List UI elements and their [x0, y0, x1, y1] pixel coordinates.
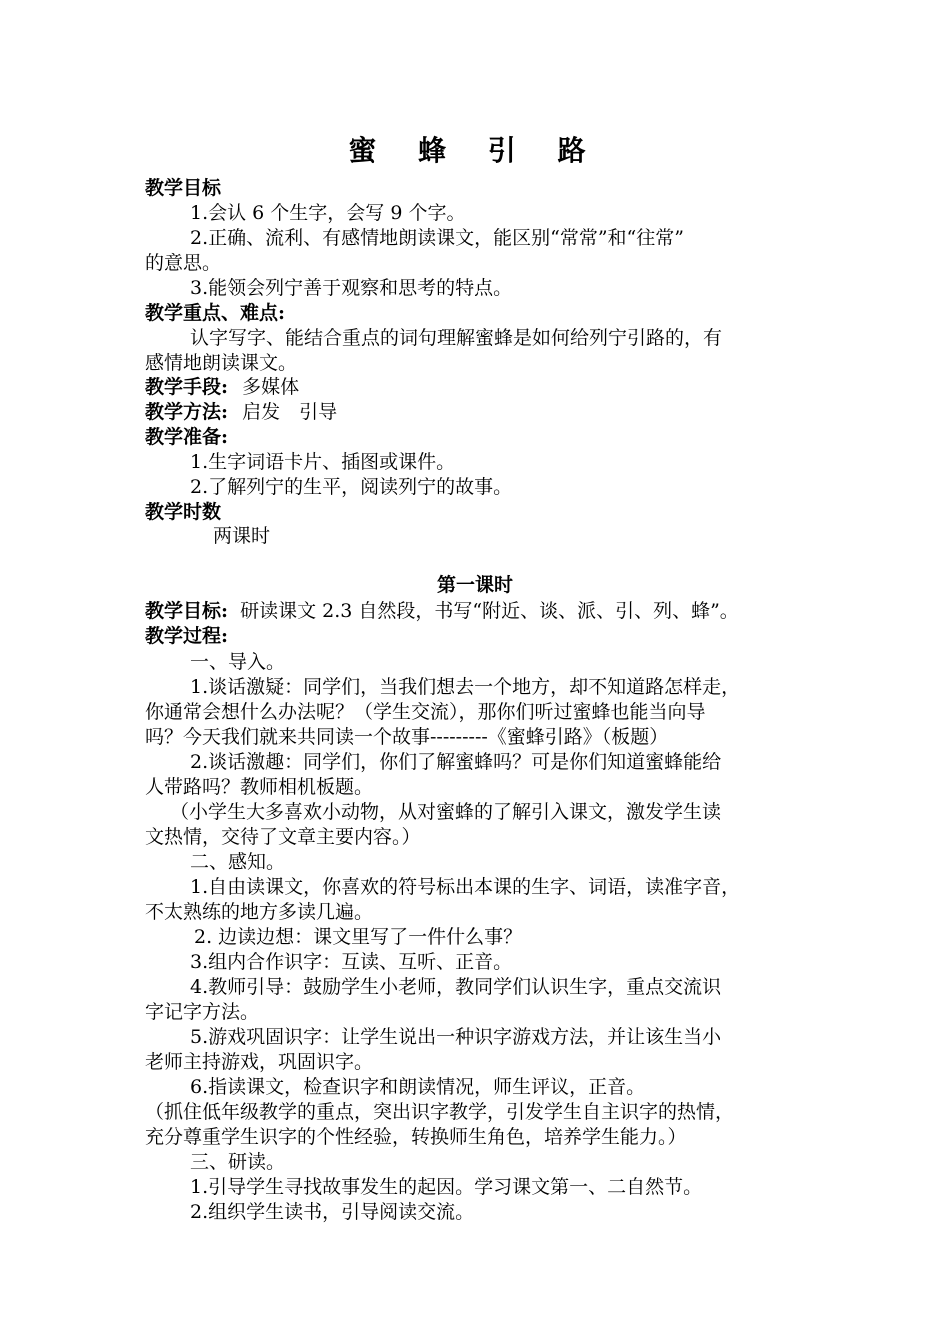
intro-item-2-cont: 人带路吗？教师相机板题。 [145, 776, 374, 798]
step-heading-perception: 二、感知。 [190, 851, 286, 873]
lesson-one-heading: 第一课时 [436, 574, 513, 596]
study-item-2: 2.组织学生读书，引导阅读交流。 [190, 1201, 475, 1223]
lesson-one-objective-text: 研读课文 2.3 自然段，书写“附近、谈、派、引、列、蜂”。 [240, 600, 739, 622]
teaching-means-value: 多媒体 [242, 376, 300, 398]
teaching-hours-value: 两课时 [213, 525, 271, 547]
perception-item-5-cont: 老师主持游戏，巩固识字。 [145, 1051, 374, 1073]
perception-note-cont: 充分尊重学生识字的个性经验，转换师生角色，培养学生能力。） [145, 1126, 687, 1148]
teaching-method-value: 启发 引导 [242, 401, 338, 423]
perception-item-1-cont: 不太熟练的地方多读几遍。 [145, 901, 374, 923]
intro-item-1-cont-2: 吗？今天我们就来共同读一个故事---------《蜜蜂引路》（板题） [145, 726, 669, 748]
objective-item-3: 3.能领会列宁善于观察和思考的特点。 [190, 277, 513, 299]
perception-item-3: 3.组内合作识字：互读、互听、正音。 [190, 951, 513, 973]
objective-item-2: 2.正确、流利、有感情地朗读课文，能区别“常常”和“往常” [190, 227, 684, 249]
teaching-means-row [145, 375, 299, 399]
perception-item-5: 5.游戏巩固识字：让学生说出一种识字游戏方法，并让该生当小 [190, 1026, 722, 1048]
preparation-item-2: 2.了解列宁的生平，阅读列宁的故事。 [190, 476, 513, 498]
preparation-item-1: 1.生字词语卡片、插图或课件。 [190, 451, 456, 473]
perception-item-6: 6.指读课文，检查识字和朗读情况，师生评议，正音。 [190, 1076, 646, 1098]
key-points-text-cont: 感情地朗读课文。 [145, 352, 298, 374]
section-heading-key-points: 教学重点、难点: [145, 302, 286, 324]
lesson-one-objective-label: 教学目标: [145, 600, 229, 622]
teaching-method-row [145, 400, 337, 424]
section-heading-preparation: 教学准备: [145, 426, 229, 448]
perception-item-2: 2. 边读边想：课文里写了一件什么事？ [194, 926, 523, 948]
step-heading-study: 三、研读。 [190, 1151, 286, 1173]
section-heading-process: 教学过程: [145, 625, 229, 647]
section-heading-means: 教学手段: [145, 376, 229, 398]
intro-item-1: 1.谈话激疑：同学们，当我们想去一个地方，却不知道路怎样走， [190, 676, 741, 698]
key-points-text: 认字写字、能结合重点的词句理解蜜蜂是如何给列宁引路的，有 [190, 327, 723, 349]
objective-item-2-cont: 的意思。 [145, 252, 222, 274]
intro-item-2: 2.谈话激趣：同学们，你们了解蜜蜂吗？可是你们知道蜜蜂能给 [190, 751, 722, 773]
step-heading-intro: 一、导入。 [190, 651, 286, 673]
intro-note-cont: 文热情，交待了文章主要内容。） [145, 826, 421, 848]
intro-note: （小学生大多喜欢小动物，从对蜜蜂的了解引入课文，激发学生读 [170, 801, 722, 823]
perception-note: （抓住低年级教学的重点，突出识字教学，引发学生自主识字的热情， [145, 1101, 735, 1123]
section-heading-objectives: 教学目标 [145, 177, 222, 199]
study-item-1: 1.引导学生寻找故事发生的起因。学习课文第一、二自然节。 [190, 1176, 703, 1198]
lesson-one-objective-row [145, 599, 739, 623]
intro-item-1-cont-1: 你通常会想什么办法呢？（学生交流），那你们听过蜜蜂也能当向导 [145, 701, 706, 723]
objective-item-1: 1.会认 6 个生字，会写 9 个字。 [190, 202, 466, 224]
perception-item-4-cont: 字记字方法。 [145, 1001, 260, 1023]
perception-item-1: 1.自由读课文，你喜欢的符号标出本课的生字、词语，读准字音， [190, 876, 741, 898]
section-heading-hours: 教学时数 [145, 501, 222, 523]
perception-item-4: 4.教师引导：鼓励学生小老师，教同学们认识生字，重点交流识 [190, 976, 722, 998]
section-heading-method: 教学方法: [145, 401, 229, 423]
document-title: 蜜 蜂 引 路 [348, 134, 602, 167]
